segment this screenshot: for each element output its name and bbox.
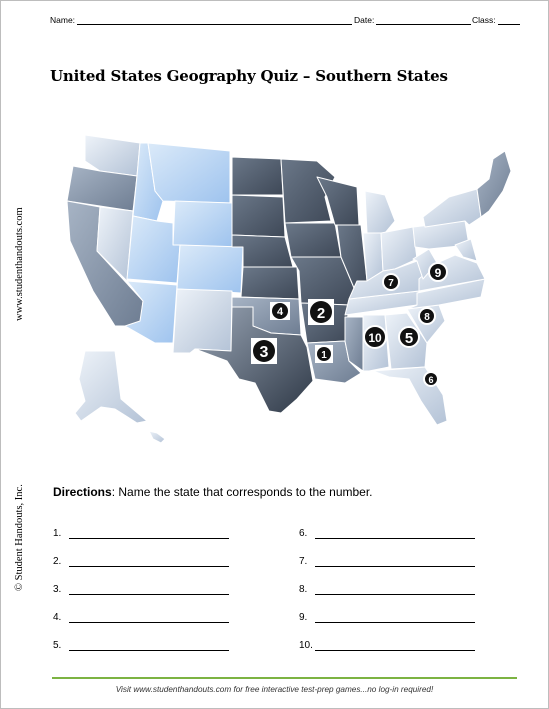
marker-5 xyxy=(399,327,419,347)
marker-10 xyxy=(364,326,386,348)
answer-line[interactable] xyxy=(69,614,229,623)
state-hawaii xyxy=(149,431,165,443)
class-field[interactable] xyxy=(472,15,520,25)
state-new-york xyxy=(423,189,481,227)
marker-4 xyxy=(270,302,290,320)
footer-text: Visit www.studenthandouts.com for free interactive test-prep games...no log-in required! xyxy=(115,685,434,694)
answer-row-6[interactable] xyxy=(299,527,475,539)
answer-row-2[interactable] xyxy=(53,555,229,567)
answer-number: 2. xyxy=(53,556,62,567)
svg-text:7: 7 xyxy=(388,278,394,289)
answer-row-10[interactable] xyxy=(299,639,475,651)
answer-line[interactable] xyxy=(315,642,475,651)
us-map xyxy=(45,121,515,451)
directions xyxy=(53,485,373,499)
state-michigan xyxy=(365,191,395,233)
answer-line[interactable] xyxy=(315,614,475,623)
svg-text:9: 9 xyxy=(434,266,442,280)
name-field[interactable] xyxy=(50,15,352,25)
marker-7 xyxy=(383,274,399,290)
state-south-dakota xyxy=(232,195,285,237)
answer-row-9[interactable] xyxy=(299,611,475,623)
answer-row-4[interactable] xyxy=(53,611,229,623)
marker-2 xyxy=(308,299,334,325)
name-label: Name: xyxy=(50,15,76,25)
answer-row-3[interactable] xyxy=(53,583,229,595)
answer-line[interactable] xyxy=(69,530,229,539)
answer-number: 6. xyxy=(299,528,308,539)
page-title: United States Geography Quiz – Southern States xyxy=(50,67,448,85)
answer-number: 7. xyxy=(299,556,308,567)
answer-number: 5. xyxy=(53,640,62,651)
answer-number: 8. xyxy=(299,584,308,595)
header-fields xyxy=(50,15,520,29)
date-label: Date: xyxy=(354,15,375,25)
answer-line[interactable] xyxy=(315,586,475,595)
svg-text:1: 1 xyxy=(321,350,327,361)
marker-3 xyxy=(251,338,277,364)
marker-9 xyxy=(429,263,447,281)
answer-line[interactable] xyxy=(69,558,229,567)
state-alaska xyxy=(75,351,147,423)
date-field[interactable] xyxy=(354,15,471,25)
directions-text: : Name the state that corresponds to the number. xyxy=(111,485,373,499)
answer-line[interactable] xyxy=(315,558,475,567)
answer-number: 4. xyxy=(53,612,62,623)
class-line[interactable] xyxy=(498,15,520,25)
answer-row-5[interactable] xyxy=(53,639,229,651)
name-line[interactable] xyxy=(77,15,352,25)
state-new-england xyxy=(477,151,511,217)
state-utah xyxy=(127,216,180,283)
marker-6 xyxy=(424,372,438,386)
svg-text:10: 10 xyxy=(368,331,382,345)
date-line[interactable] xyxy=(376,15,471,25)
answer-row-8[interactable] xyxy=(299,583,475,595)
state-iowa xyxy=(285,223,341,257)
marker-8 xyxy=(419,308,435,324)
answer-number: 1. xyxy=(53,528,62,539)
answer-number: 3. xyxy=(53,584,62,595)
side-website-text: www.studenthandouts.com xyxy=(14,207,25,321)
answer-line[interactable] xyxy=(69,586,229,595)
footer-divider xyxy=(52,677,517,679)
svg-text:5: 5 xyxy=(404,330,414,347)
directions-label: Directions xyxy=(53,485,112,499)
state-montana xyxy=(148,143,230,203)
state-kansas xyxy=(241,267,299,299)
state-wyoming xyxy=(173,201,232,247)
side-copyright-text: © Student Handouts, Inc. xyxy=(14,484,25,591)
marker-1 xyxy=(315,345,333,363)
class-label: Class: xyxy=(472,15,496,25)
answer-number: 10. xyxy=(299,640,313,651)
answer-line[interactable] xyxy=(315,530,475,539)
svg-text:8: 8 xyxy=(424,312,430,323)
state-colorado xyxy=(177,245,243,293)
state-new-mexico xyxy=(173,289,232,353)
svg-text:4: 4 xyxy=(276,306,284,318)
svg-text:6: 6 xyxy=(428,375,434,385)
answer-row-1[interactable] xyxy=(53,527,229,539)
svg-text:2: 2 xyxy=(316,305,326,322)
answer-line[interactable] xyxy=(69,642,229,651)
answer-row-7[interactable] xyxy=(299,555,475,567)
svg-text:3: 3 xyxy=(259,344,269,361)
answer-number: 9. xyxy=(299,612,308,623)
state-north-dakota xyxy=(232,157,283,195)
